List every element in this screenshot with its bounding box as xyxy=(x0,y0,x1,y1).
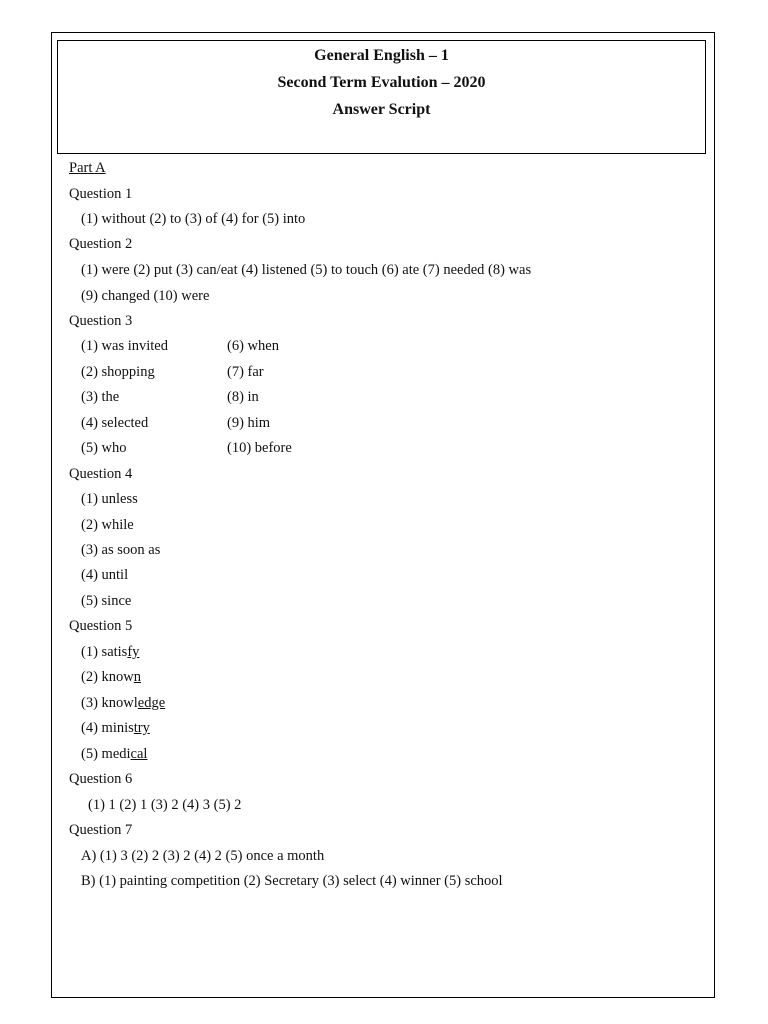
question-3-row xyxy=(81,338,279,355)
question-4-answer: (2) while xyxy=(81,517,134,533)
document-type: Answer Script xyxy=(332,101,431,118)
question-3-row xyxy=(81,364,264,381)
question-4-answer: (1) unless xyxy=(81,491,138,507)
question-2-label: Question 2 xyxy=(69,236,133,252)
question-7-part-a: A) (1) 3 (2) 2 (3) 2 (4) 2 (5) once a month xyxy=(81,848,325,864)
question-6-answers: (1) 1 (2) 1 (3) 2 (4) 3 (5) 2 xyxy=(88,797,242,813)
underlined-suffix: try xyxy=(133,720,150,736)
word-stem: know xyxy=(101,669,134,685)
question-7-label: Question 7 xyxy=(69,822,133,838)
question-5-answer xyxy=(81,720,150,737)
word-stem: medi xyxy=(101,746,131,762)
question-3-label: Question 3 xyxy=(69,313,133,329)
underlined-suffix: n xyxy=(133,669,142,685)
question-5-answer xyxy=(81,644,139,661)
question-3-answer: (4) selected xyxy=(81,415,149,431)
answer-number: (4) xyxy=(81,720,102,736)
question-3-row xyxy=(81,389,259,406)
question-3-answer: (9) him xyxy=(227,415,271,431)
question-5-label: Question 5 xyxy=(69,618,133,634)
answer-number: (3) xyxy=(81,695,102,711)
document-title: General English – 1 xyxy=(314,47,449,64)
answer-number: (1) xyxy=(81,644,102,660)
question-1-answers: (1) without (2) to (3) of (4) for (5) into xyxy=(81,211,306,227)
question-6-label: Question 6 xyxy=(69,771,133,787)
question-3-row xyxy=(81,440,292,457)
question-1-label: Question 1 xyxy=(69,186,133,202)
answer-content xyxy=(69,158,705,889)
part-label: Part A xyxy=(69,160,106,176)
question-2-answers-line2: (9) changed (10) were xyxy=(81,288,210,304)
answer-number: (2) xyxy=(81,669,102,685)
word-stem: minis xyxy=(101,720,134,736)
question-3-answer: (3) the xyxy=(81,389,120,405)
question-3-answer: (6) when xyxy=(227,338,279,354)
document-subtitle: Second Term Evalution – 2020 xyxy=(277,74,486,91)
word-stem: knowl xyxy=(101,695,138,711)
word-stem: satis xyxy=(101,644,128,660)
question-3-answer: (8) in xyxy=(227,389,259,405)
question-3-answer: (10) before xyxy=(227,440,292,456)
underlined-suffix: cal xyxy=(130,746,148,762)
question-4-label: Question 4 xyxy=(69,466,133,482)
question-3-answer: (5) who xyxy=(81,440,127,456)
question-5-answer xyxy=(81,669,141,686)
question-5-answer xyxy=(81,746,147,763)
question-5-answer xyxy=(81,695,165,712)
question-3-answer: (2) shopping xyxy=(81,364,155,380)
question-3-answer: (1) was invited xyxy=(81,338,168,354)
answer-number: (5) xyxy=(81,746,102,762)
question-3-row xyxy=(81,415,271,432)
question-3-answer: (7) far xyxy=(227,364,264,380)
question-4-answer: (3) as soon as xyxy=(81,542,161,558)
question-4-answer: (4) until xyxy=(81,567,129,583)
question-4-answer: (5) since xyxy=(81,593,132,609)
question-2-answers-line1: (1) were (2) put (3) can/eat (4) listened (5) to touch (6) ate (7) needed (8) was xyxy=(81,262,532,278)
question-7-part-b: B) (1) painting competition (2) Secretary (3) select (4) winner (5) school xyxy=(81,873,503,889)
title-box xyxy=(57,40,706,154)
underlined-suffix: fy xyxy=(127,644,140,660)
underlined-suffix: edge xyxy=(137,695,166,711)
